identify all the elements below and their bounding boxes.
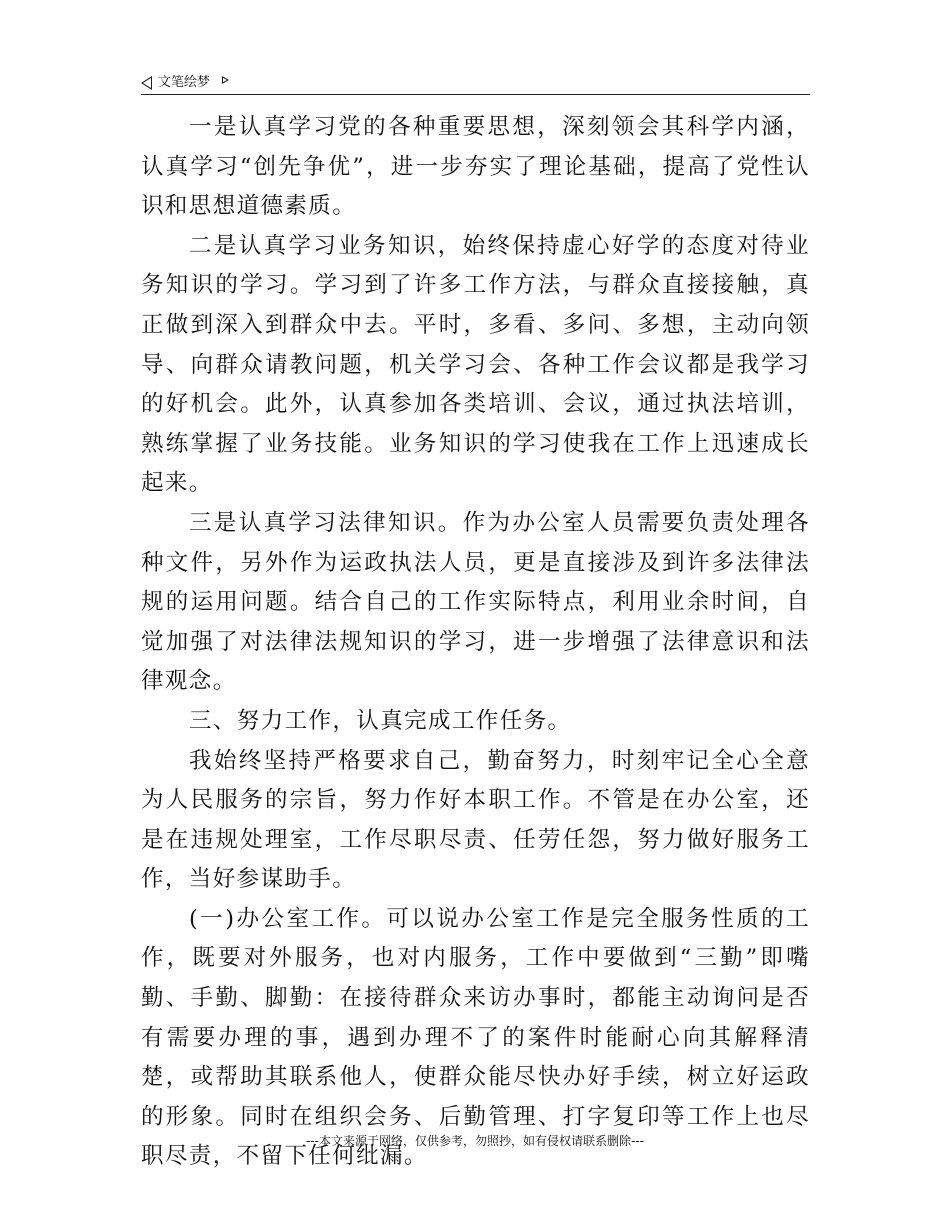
paragraph: 我始终坚持严格要求自己，勤奋努力，时刻牢记全心全意为人民服务的宗旨，努力作好本职工作。不管是在办公室，还是在违规处理室，工作尽职尽责、任劳任怨，努力做好服务工作，当好参谋助手。: [141, 747, 810, 893]
section-heading: 三、努力工作，认真完成工作任务。: [189, 707, 572, 734]
footer-disclaimer: ---本文来源于网络，仅供参考，勿照抄，如有侵权请联系删除---: [306, 1134, 644, 1148]
paragraph: 一是认真学习党的各种重要思想，深刻领会其科学内涵，认真学习“创先争优”，进一步夯实了理论基础，提高了党性认识和思想道德素质。: [141, 114, 810, 220]
paragraph: (一)办公室工作。可以说办公室工作是完全服务性质的工作，既要对外服务，也对内服务，工作中要做到“三勤”即嘴勤、手勤、脚勤：在接待群众来访办事时，都能主动询问是否有需要办理的事，遇到办理不了的案件时能耐心向其解释清楚，或帮助其联系他人，使群众能尽快办好手续，树立好运政的形象。同时在组织会务、后勤管理、打字复印等工作上也尽职尽责，不留下任何纰漏。: [141, 905, 810, 1170]
document-body: [141, 108, 810, 1177]
paragraph: 二是认真学习业务知识，始终保持虚心好学的态度对待业务知识的学习。学习到了许多工作方法，与群众直接接触，真正做到深入到群众中去。平时，多看、多问、多想，主动向领导、向群众请教问题，机关学习会、各种工作会议都是我学习的好机会。此外，认真参加各类培训、会议，通过执法培训，熟练掌握了业务技能。业务知识的学习使我在工作上迅速成长起来。: [141, 232, 810, 497]
header-title: 文笔绘梦: [158, 75, 211, 90]
triangle-left-icon: [141, 76, 152, 90]
paragraph: 三是认真学习法律知识。作为办公室人员需要负责处理各种文件，另外作为运政执法人员，更是直接涉及到许多法律法规的运用问题。结合自己的工作实际特点，利用业余时间，自觉加强了对法律法规知识的学习，进一步增强了法律意识和法律观念。: [141, 509, 810, 695]
page-header: [141, 72, 810, 95]
triangle-right-icon: [222, 76, 229, 84]
